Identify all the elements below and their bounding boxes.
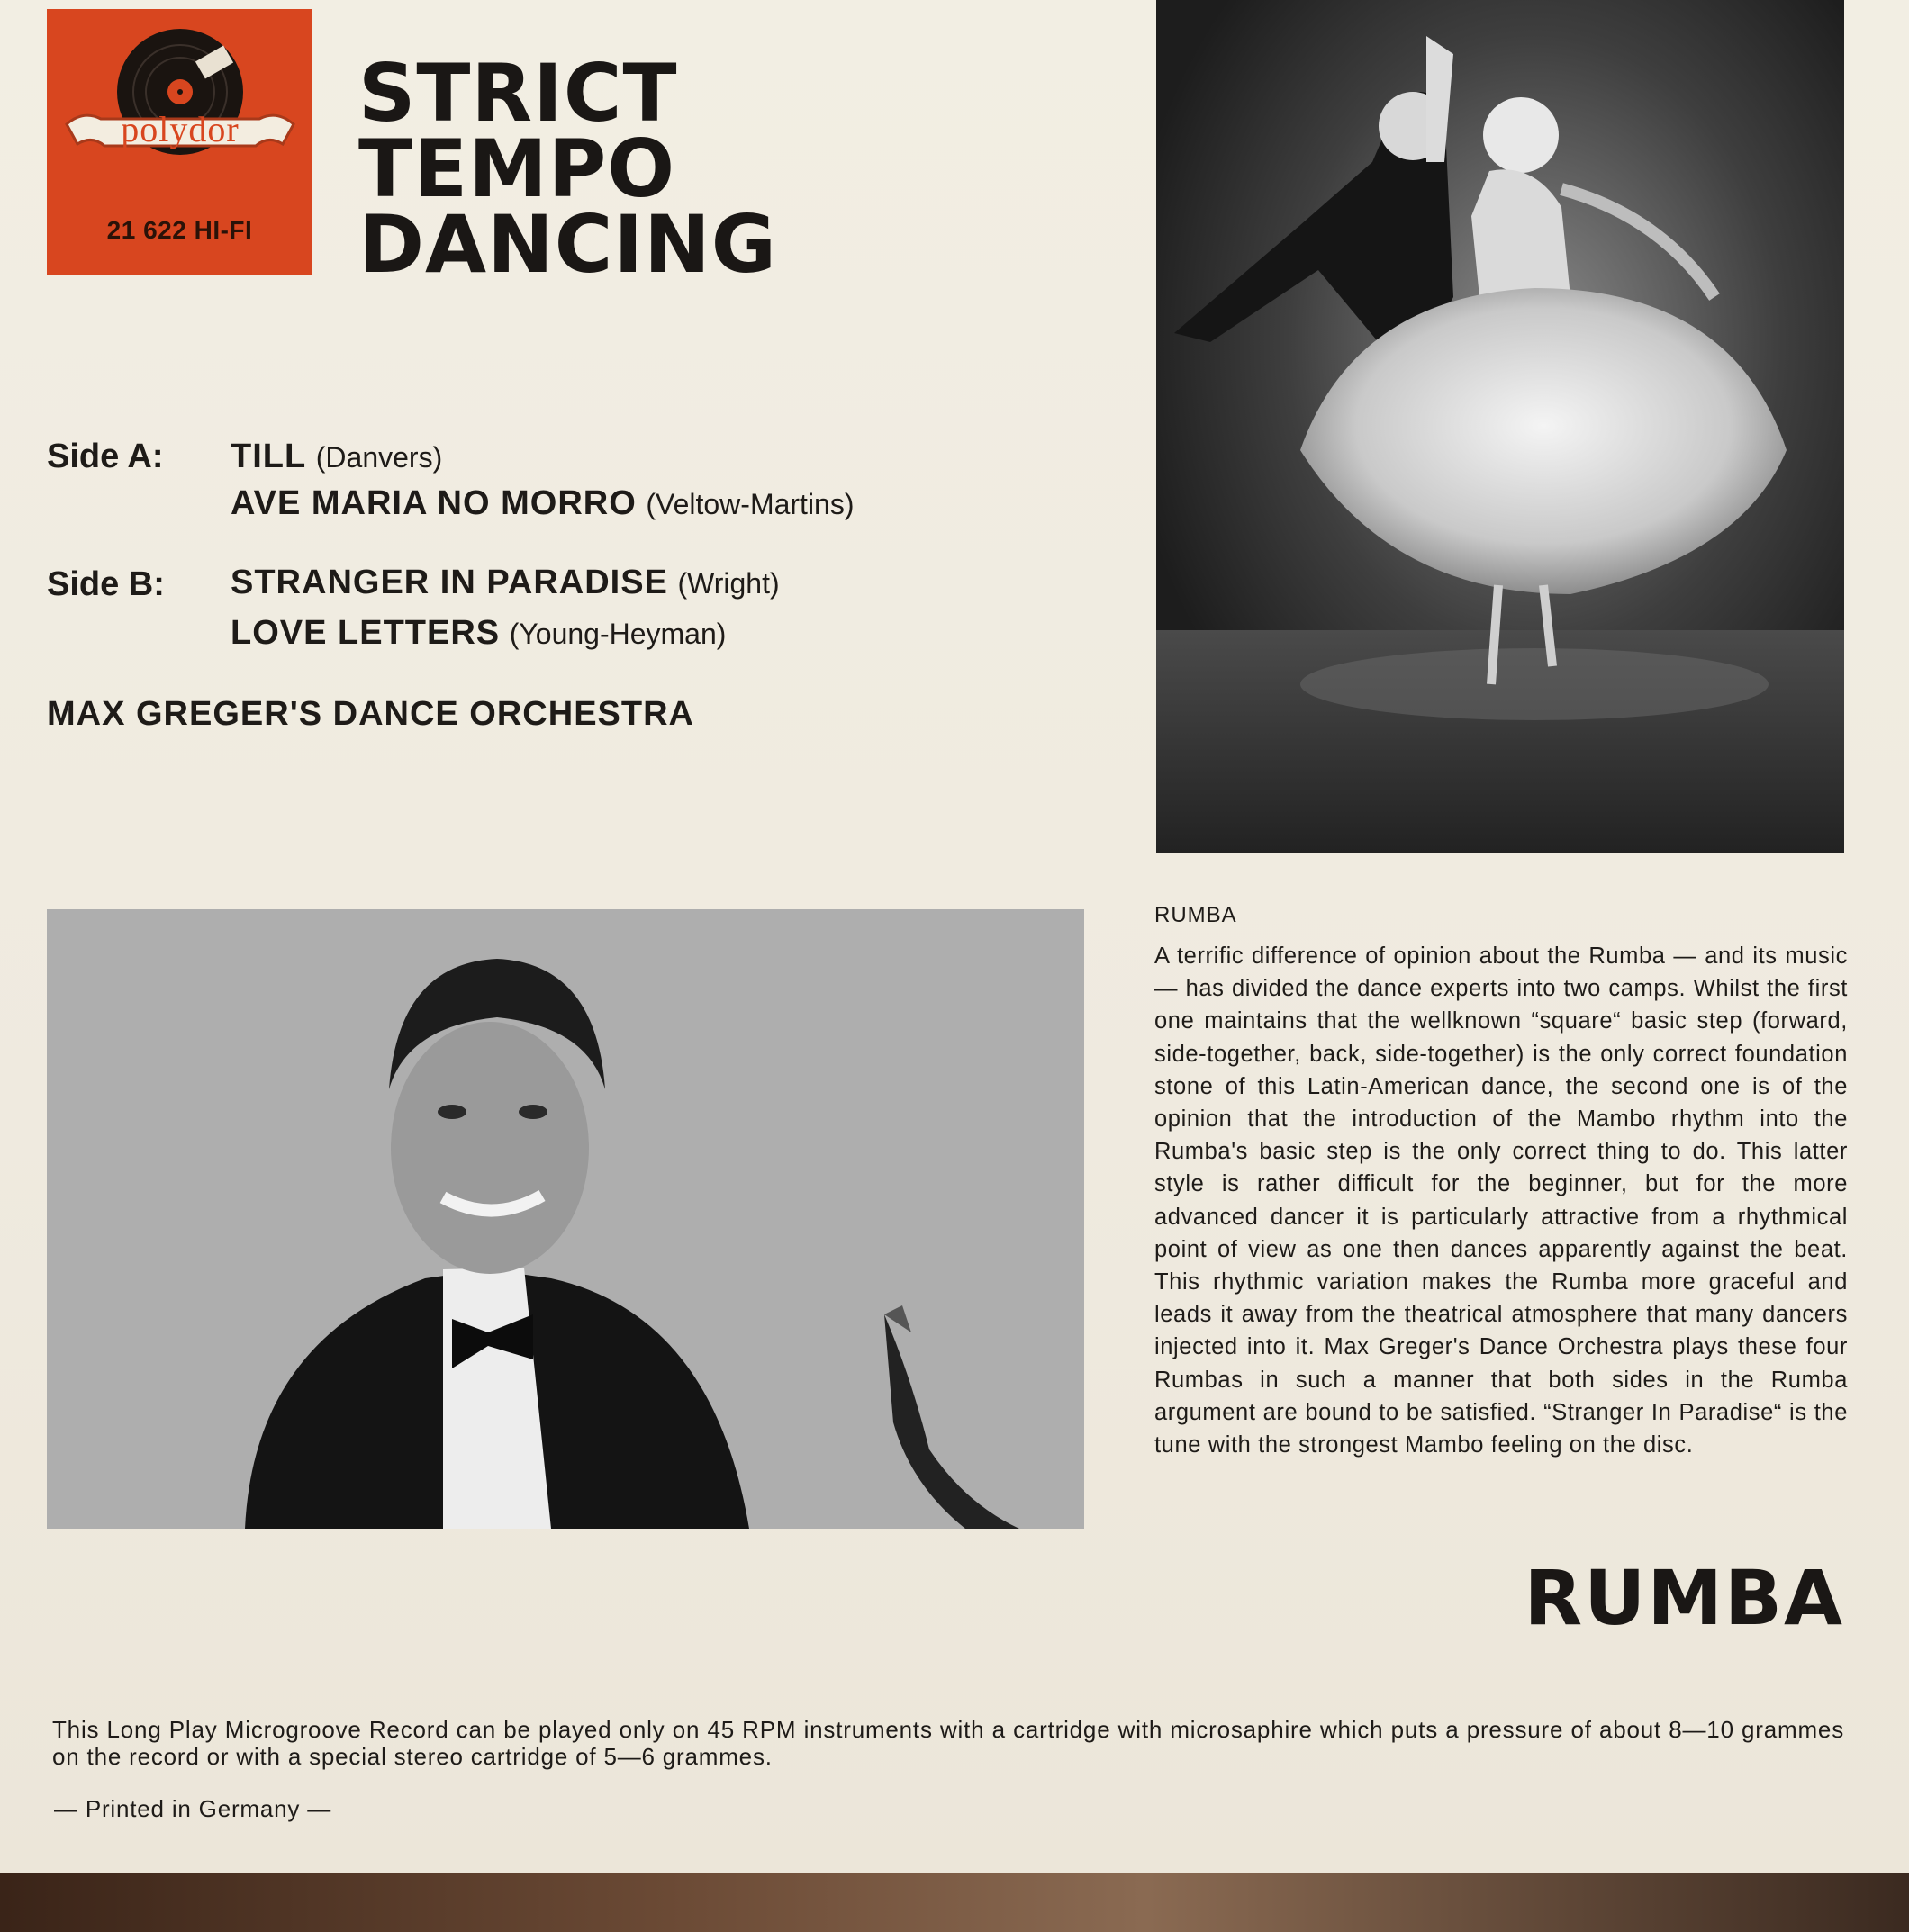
side-a-label: Side A: bbox=[47, 438, 164, 475]
dancers-image bbox=[1156, 0, 1844, 853]
title-line: DANCING bbox=[358, 198, 778, 291]
playback-notice: This Long Play Microgroove Record can be played only on 45 RPM instruments with a cartridge with microsaphire which puts a pressure of about 8—10 grammes on the record or with a special stereo cartridge of 5—6 grammes. bbox=[52, 1716, 1844, 1770]
track-credit: (Young-Heyman) bbox=[509, 618, 727, 650]
track-credit: (Danvers) bbox=[315, 441, 443, 474]
track-title: LOVE LETTERS bbox=[231, 614, 501, 652]
dancers-photo bbox=[1156, 0, 1844, 853]
track-item bbox=[231, 564, 780, 602]
track-title: TILL bbox=[231, 438, 307, 475]
title-line: STRICT bbox=[358, 47, 678, 140]
album-title bbox=[358, 47, 778, 291]
bandleader-photo bbox=[47, 909, 1084, 1529]
dance-style-title: RUMBA bbox=[1524, 1554, 1844, 1642]
polydor-logo-box bbox=[47, 9, 312, 275]
title-line: TEMPO bbox=[358, 122, 676, 215]
track-item bbox=[231, 614, 726, 653]
track-credit: (Wright) bbox=[677, 567, 780, 600]
bandleader-image bbox=[47, 909, 1084, 1529]
svg-text:polydor: polydor bbox=[121, 109, 240, 149]
track-title: AVE MARIA NO MORRO bbox=[231, 484, 637, 522]
track-credit: (Veltow-Martins) bbox=[646, 488, 855, 520]
liner-notes-heading: RUMBA bbox=[1154, 903, 1237, 927]
liner-notes-text: A terrific difference of opinion about the Rumba — and its music — has divided the dance experts into two camps. Whilst the first one maintains that the wellknown “square“ basic step (forward, side-together, back, side-together) is the only correct foundation stone of this Latin-American dance, the second one is of the opinion that the introduction of the Mambo rhythm into the Rumba's basic step is the only correct thing to do. This latter style is rather difficult for the beginner, but for the more advanced dancer it is particularly attractive from a rhythmical point of view as one then dances apparently against the beat. This rhythmic variation makes the Rumba more graceful and leads it away from the theatrical atmosphere that many dancers injected into it. Max Greger's Dance Orchestra plays these four Rumbas in such a manner that both sides in the Rumba argument are bound to be satisfied. “Stranger In Paradise“ is the tune with the strongest Mambo feeling on the disc. bbox=[1154, 943, 1848, 1458]
orchestra-name: MAX GREGER'S DANCE ORCHESTRA bbox=[47, 695, 694, 733]
track-title: STRANGER IN PARADISE bbox=[231, 564, 668, 601]
catalog-number: 21 622 HI-FI bbox=[106, 216, 253, 244]
background-edge bbox=[0, 1873, 1909, 1932]
track-item bbox=[231, 438, 442, 476]
track-item bbox=[231, 484, 855, 523]
side-b-label: Side B: bbox=[47, 565, 165, 603]
printed-in-germany: — Printed in Germany — bbox=[54, 1795, 332, 1822]
